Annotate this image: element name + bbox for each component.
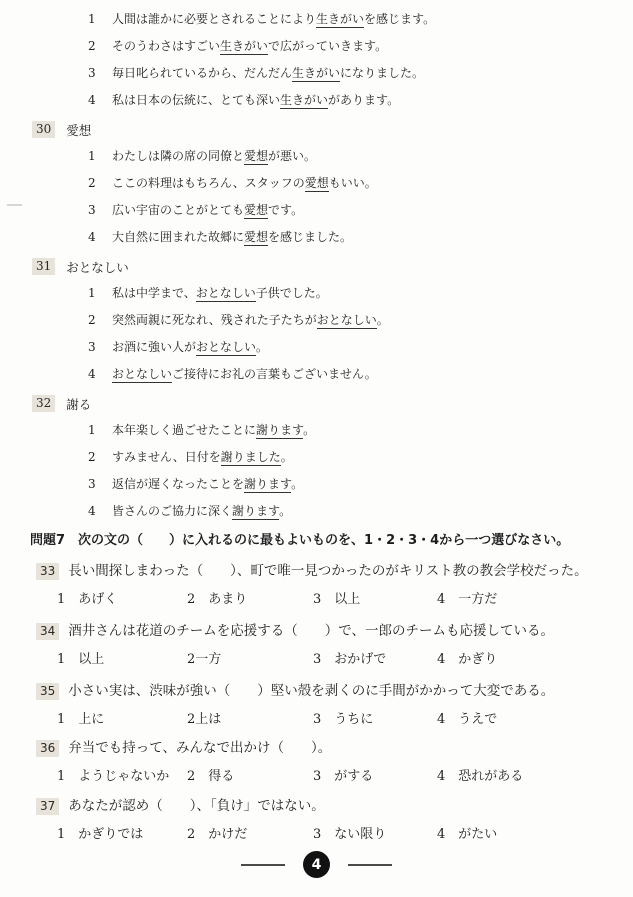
grammar-option: 1 ようじゃないか [57,769,170,784]
option-sentence [112,444,293,471]
vocab-section-30 [0,116,633,251]
scan-artifact-dash [7,204,22,206]
option-sentence [112,334,268,361]
sentence-pre: すみません、日付を [112,450,221,464]
grammar-option: 2 得る [187,769,235,784]
option-number: 1 [88,12,96,26]
grammar-option: 3 ない限り [313,827,387,842]
grammar-option: 3 おかげで [313,652,387,667]
option-number: 3 [88,203,96,217]
vocab-option [0,334,633,361]
underlined-word: 謝りました [220,450,281,464]
sentence-pre: 毎日叱られているから、だんだん [112,66,293,80]
grammar-option: 3 以上 [313,592,361,607]
sentence-pre: 返信が遅くなったことを [112,477,245,491]
underlined-word: おとなしい [196,340,257,354]
grammar-option: 2一方 [187,652,222,667]
sentence-post: 。 [279,504,292,518]
option-sentence [112,33,387,60]
vocab-option [0,361,633,388]
option-sentence [112,280,328,307]
underlined-word: 愛想 [244,203,269,217]
sentence-pre: そのうわさはすごい [112,39,221,53]
option-sentence [112,170,377,197]
grammar-option: 1 上に [57,712,105,727]
grammar-option: 2 かけだ [187,827,248,842]
option-sentence [112,60,424,87]
grammar-option: 1 以上 [57,652,105,667]
page-footer [0,851,633,878]
underlined-word: 謝ります [232,504,280,518]
option-number: 4 [88,367,96,381]
sentence-post: で広がっていきます。 [268,39,388,53]
sentence-post: を感じました。 [268,230,353,244]
sentence-post: を感じます。 [364,12,436,26]
sentence-pre: ここの料理はもちろん、スタッフの [112,176,305,190]
underlined-word: 生きがい [220,39,269,53]
vocab-section-partial [0,6,633,114]
grammar-option: 2上は [187,712,222,727]
question-number-badge: 37 [36,798,59,815]
grammar-option: 4 うえで [437,712,498,727]
option-sentence [112,197,303,224]
sentence-pre: 広い宇宙のことがとても [112,203,245,217]
sentence-post: 子供でした。 [255,286,328,300]
vocab-section-31 [0,253,633,388]
vocab-option [0,417,633,444]
sentence-pre: お酒に強い人が [112,340,197,354]
underlined-word: 生きがい [316,12,365,26]
question-number-badge: 31 [32,258,55,275]
options-row [0,649,633,671]
vocab-option [0,444,633,471]
sentence-post: ご接待にお礼の言葉もございません。 [172,367,377,381]
sentence-post: 。 [256,340,269,354]
underlined-word: 愛想 [244,230,269,244]
question-number-badge: 35 [36,683,59,700]
question-line [0,737,633,759]
sentence-post: 。 [280,450,293,464]
vocab-option [0,307,633,334]
vocab-question-header [0,116,633,143]
target-word: おとなしい [66,259,129,275]
underlined-word: おとなしい [195,286,256,300]
vocab-option [0,87,633,114]
option-number: 4 [88,230,96,244]
footer-dash-right [348,864,392,866]
grammar-question-37 [0,795,633,846]
target-word: 愛想 [66,122,92,138]
sentence-pre: 本年楽しく過ごせたことに [112,423,257,437]
question-number-badge: 32 [32,395,55,412]
grammar-option: 2 あまり [187,592,248,607]
question-number-badge: 36 [36,740,59,757]
underlined-word: おとなしい [316,313,377,327]
target-word: 謝る [66,396,92,412]
underlined-word: 生きがい [280,93,329,107]
grammar-question-34 [0,620,633,671]
underlined-word: 愛想 [304,176,329,190]
option-sentence [112,307,389,334]
question-text: 酒井さんは花道のチームを応援する（ ）で、一郎のチームも応援している。 [68,623,555,639]
underlined-word: 愛想 [244,149,269,163]
option-number: 3 [88,340,96,354]
footer-dash-left [241,864,285,866]
vocab-option [0,280,633,307]
sentence-pre: 私は日本の伝統に、とても深い [112,93,281,107]
vocab-option [0,498,633,525]
grammar-option: 4 恐れがある [437,769,524,784]
grammar-option: 3 うちに [313,712,374,727]
sentence-post: 。 [303,423,316,437]
grammar-option: 3 がする [313,769,374,784]
grammar-option: 1 かぎりでは [57,827,144,842]
sentence-pre: 人間は誰かに必要とされることにより [112,12,317,26]
grammar-option: 4 がたい [437,827,498,842]
question-number-badge: 34 [36,623,59,640]
sentence-pre: 大自然に囲まれた故郷に [112,230,245,244]
underlined-word: おとなしい [112,367,173,381]
option-sentence [112,361,377,388]
options-row [0,766,633,788]
option-number: 2 [88,450,96,464]
question-line [0,795,633,817]
page-number: 4 [311,856,322,873]
underlined-word: 謝ります [244,477,292,491]
option-number: 4 [88,93,96,107]
vocab-option [0,143,633,170]
option-number: 2 [88,176,96,190]
options-row [0,824,633,846]
option-sentence [112,224,352,251]
section-heading-mondai7: 問題7 次の文の（ ）に入れるのに最もよいものを、1・2・3・4から一つ選びなさい。 [30,533,570,548]
option-sentence [112,143,316,170]
sentence-post: 。 [376,313,389,327]
option-number: 1 [88,286,96,300]
option-number: 1 [88,423,96,437]
grammar-question-36 [0,737,633,788]
question-number-badge: 30 [32,121,55,138]
vocab-section-32 [0,390,633,525]
vocab-option [0,6,633,33]
option-sentence [112,498,291,525]
grammar-option: 4 一方だ [437,592,498,607]
option-number: 3 [88,66,96,80]
sentence-pre: 私は中学まで、 [112,286,196,300]
grammar-option: 1 あげく [57,592,118,607]
page-number-badge [303,851,330,878]
question-number-badge: 33 [36,563,59,580]
question-text: あなたが認め（ ）、「負け」ではない。 [68,798,325,814]
sentence-post: です。 [268,203,304,217]
vocab-option [0,60,633,87]
sentence-pre: わたしは隣の席の同僚と [112,149,245,163]
option-number: 3 [88,477,96,491]
option-number: 2 [88,39,96,53]
option-sentence [112,6,435,33]
question-text: 長い間探しまわった（ ）、町で唯一見つかったのがキリスト教の教会学校だった。 [68,563,588,579]
vocab-option [0,224,633,251]
option-number: 4 [88,504,96,518]
question-line [0,620,633,642]
sentence-pre: 皆さんのご協力に深く [112,504,233,518]
sentence-pre: 突然両親に死なれ、残された子たちが [112,313,317,327]
options-row [0,589,633,611]
vocab-option [0,471,633,498]
grammar-question-33 [0,560,633,611]
vocab-question-header [0,253,633,280]
option-sentence [112,87,399,114]
option-number: 2 [88,313,96,327]
question-text: 小さい実は、渋味が強い（ ）堅い殻を剥くのに手間がかかって大変である。 [68,683,555,699]
question-line [0,560,633,582]
question-line [0,680,633,702]
vocab-option [0,33,633,60]
vocab-question-header [0,390,633,417]
question-text: 弁当でも持って、みんなで出かけ（ ）。 [68,740,332,756]
sentence-post: もいい。 [328,176,377,190]
vocab-option [0,197,633,224]
sentence-post: があります。 [328,93,400,107]
sentence-post: になりました。 [340,66,425,80]
option-sentence [112,471,303,498]
sentence-post: 。 [291,477,304,491]
underlined-word: 生きがい [292,66,341,80]
vocab-option [0,170,633,197]
option-sentence [112,417,315,444]
sentence-post: が悪い。 [268,149,317,163]
option-number: 1 [88,149,96,163]
grammar-option: 4 かぎり [437,652,498,667]
underlined-word: 謝ります [256,423,304,437]
grammar-question-35 [0,680,633,731]
options-row [0,709,633,731]
